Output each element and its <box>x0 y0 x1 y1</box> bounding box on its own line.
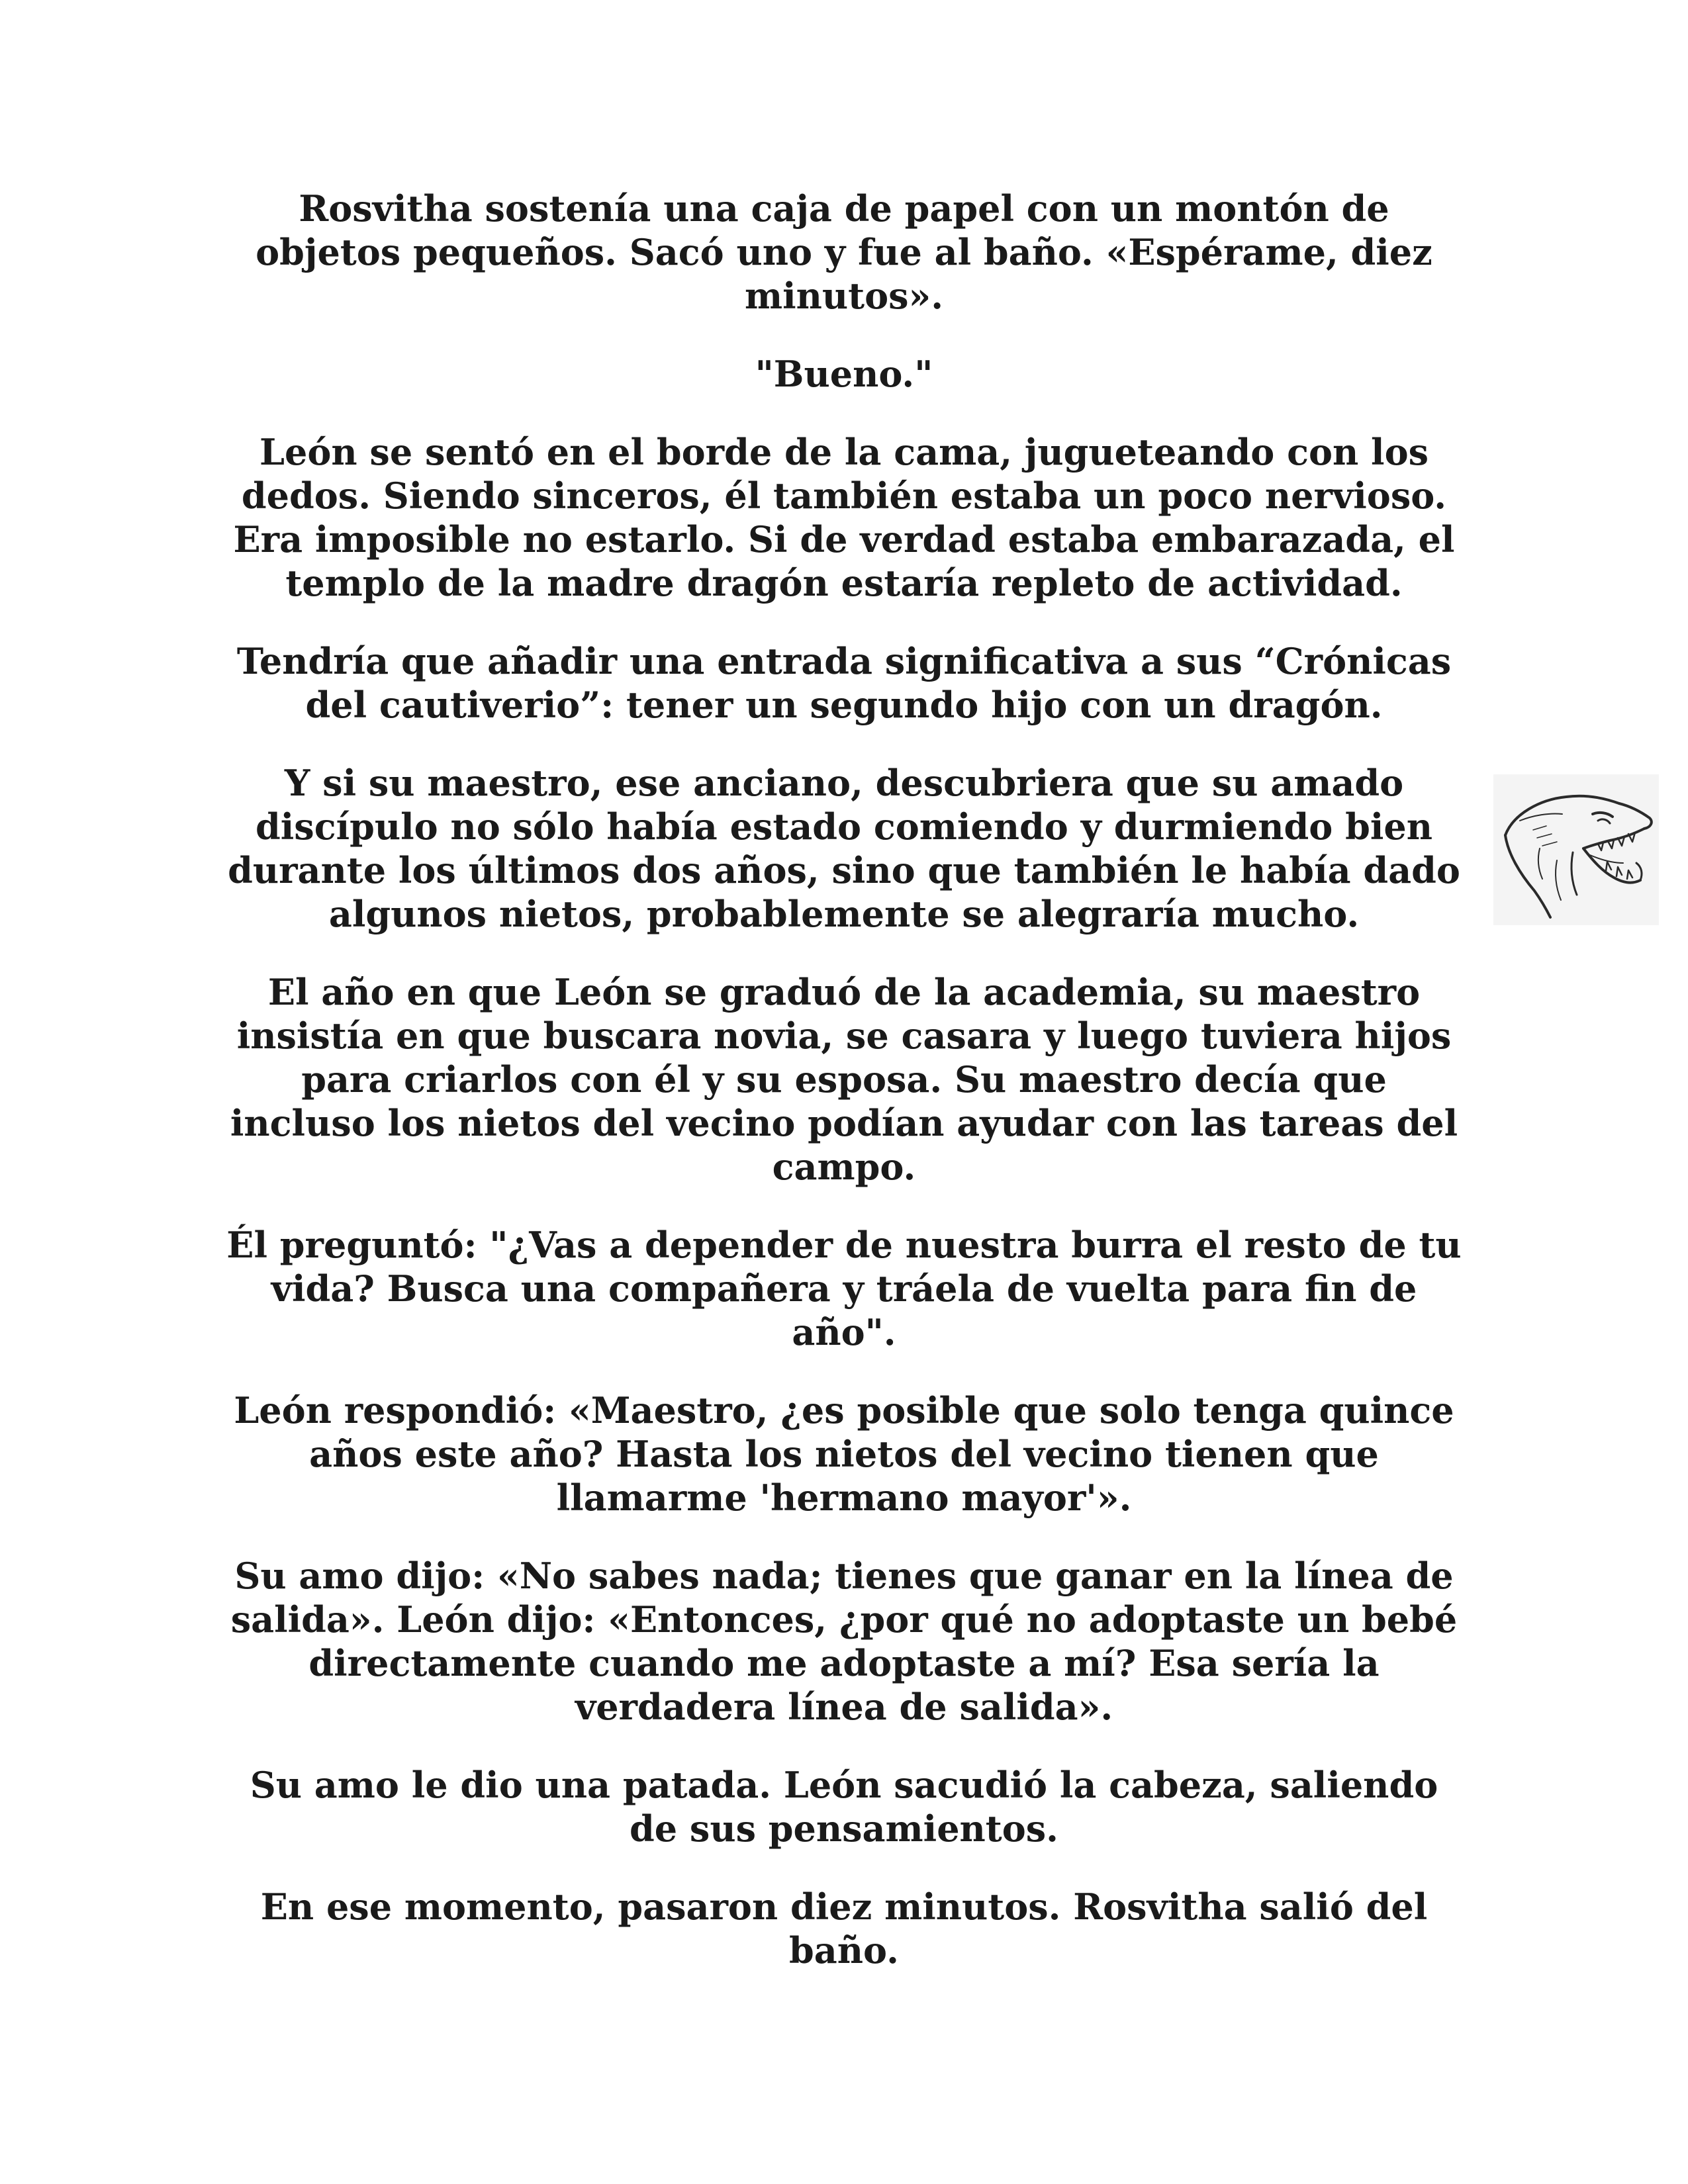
document-body <box>225 187 1463 2007</box>
dragon-head-sketch-icon <box>1493 774 1659 925</box>
paragraph: Y si su maestro, ese anciano, descubriera que su amado discípulo no sólo había estado comiendo y durmiendo bien durante los últimos dos años, sino que también le había dado algunos nietos, probablemente se alegraría mucho. <box>228 762 1460 935</box>
paragraph: Rosvitha sostenía una caja de papel con un montón de objetos pequeños. Sacó uno y fue al baño. «Espérame, diez minutos». <box>256 187 1432 317</box>
paragraph: León se sentó en el borde de la cama, jugueteando con los dedos. Siendo sinceros, él también estaba un poco nervioso. Era imposible no estarlo. Si de verdad estaba embarazada, el templo de la madre dragón estaría repleto de actividad. <box>233 431 1455 604</box>
paragraph: Su amo dijo: «No sabes nada; tienes que ganar en la línea de salida». León dijo: «Entonces, ¿por qué no adoptaste un bebé directamente cuando me adoptaste a mí? Esa sería la verdadera línea de salida». <box>230 1555 1458 1728</box>
paragraph: Él preguntó: "¿Vas a depender de nuestra burra el resto de tu vida? Busca una compañera y tráela de vuelta para fin de año". <box>226 1224 1462 1353</box>
paragraph: "Bueno." <box>755 353 933 395</box>
paragraph: En ese momento, pasaron diez minutos. Rosvitha salió del baño. <box>260 1886 1428 1972</box>
paragraph: Su amo le dio una patada. León sacudió la cabeza, saliendo de sus pensamientos. <box>250 1764 1438 1850</box>
paragraph: El año en que León se graduó de la academia, su maestro insistía en que buscara novia, se casara y luego tuviera hijos para criarlos con él y su esposa. Su maestro decía que incluso los nietos del vecino podían ayudar con las tareas del campo. <box>230 971 1458 1188</box>
paragraph: Tendría que añadir una entrada significativa a sus “Crónicas del cautiverio”: tener un segundo hijo con un dragón. <box>236 640 1452 726</box>
paragraph: León respondió: «Maestro, ¿es posible que solo tenga quince años este año? Hasta los nietos del vecino tienen que llamarme 'hermano mayor'». <box>234 1389 1454 1519</box>
